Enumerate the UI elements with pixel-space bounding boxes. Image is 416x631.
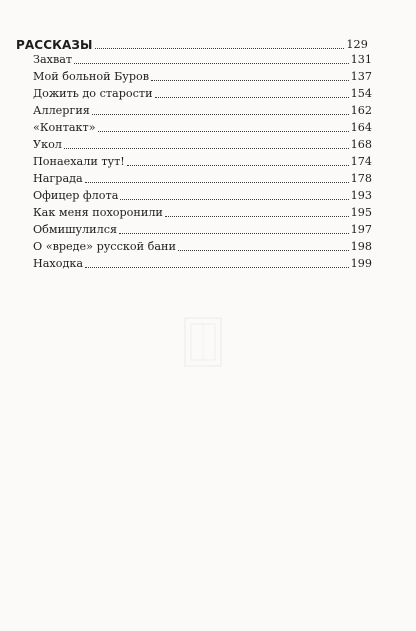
toc-entry-title: О «вреде» русской бани (33, 240, 176, 253)
dot-leader (120, 199, 348, 200)
toc-entry-title: Аллергия (33, 104, 90, 117)
dot-leader (85, 182, 349, 183)
toc-entry[interactable] (33, 236, 372, 254)
toc-entry[interactable] (33, 185, 372, 203)
dot-leader (92, 114, 349, 115)
toc-entry-title: Захват (33, 53, 73, 66)
toc-entry-title: Офицер флота (33, 189, 119, 202)
toc-entry-title: «Контакт» (33, 121, 96, 134)
toc-page-number: 162 (350, 104, 372, 117)
toc-entry[interactable] (33, 134, 372, 152)
toc-entry-title: Дожить до старости (33, 87, 153, 100)
toc-entry-title: Укол (33, 138, 62, 151)
toc-page-number: 195 (350, 206, 372, 219)
toc-page-number: 198 (350, 240, 372, 253)
toc-page-number: 178 (350, 172, 372, 185)
toc-entry-title: Мой больной Буров (33, 70, 150, 83)
toc-entry[interactable] (33, 66, 372, 84)
toc-entry[interactable] (33, 202, 372, 220)
dot-leader (74, 63, 349, 64)
toc-page-number: 199 (350, 257, 372, 270)
dot-leader (119, 233, 349, 234)
toc-page-number: 137 (350, 70, 372, 83)
dot-leader (165, 216, 349, 217)
toc-page-number: 197 (350, 223, 372, 236)
toc-page-number: 131 (350, 53, 372, 66)
toc-page-number: 168 (350, 138, 372, 151)
toc-page-number: 164 (350, 121, 372, 134)
toc-entry-title: Как меня похоронили (33, 206, 163, 219)
toc-page-number: 154 (350, 87, 372, 100)
toc-entry[interactable] (33, 219, 372, 237)
dot-leader (155, 97, 349, 98)
toc-entry-title: Обмишулился (33, 223, 118, 236)
dot-leader (98, 131, 349, 132)
dot-leader (178, 250, 349, 251)
toc-entry[interactable] (33, 49, 372, 67)
toc-entry[interactable] (33, 253, 372, 271)
toc-entry[interactable] (33, 100, 372, 118)
toc-entry[interactable] (33, 117, 372, 135)
toc-entry[interactable] (33, 151, 372, 169)
toc-entry-title: Награда (33, 172, 83, 185)
dot-leader (85, 267, 349, 268)
toc-entry[interactable] (33, 168, 372, 186)
toc-page-number: 174 (350, 155, 372, 168)
dot-leader (64, 148, 349, 149)
toc-page-number: 193 (350, 189, 372, 202)
toc-section-title: РАССКАЗЫ (16, 38, 93, 52)
toc-entry[interactable] (33, 83, 372, 101)
toc-entry-title: Находка (33, 257, 84, 270)
toc-entry-title: Понаехали тут! (33, 155, 125, 168)
toc-page-number: 129 (346, 38, 368, 51)
dot-leader (151, 80, 349, 81)
dot-leader (127, 165, 349, 166)
faint-emblem-icon (173, 312, 233, 372)
